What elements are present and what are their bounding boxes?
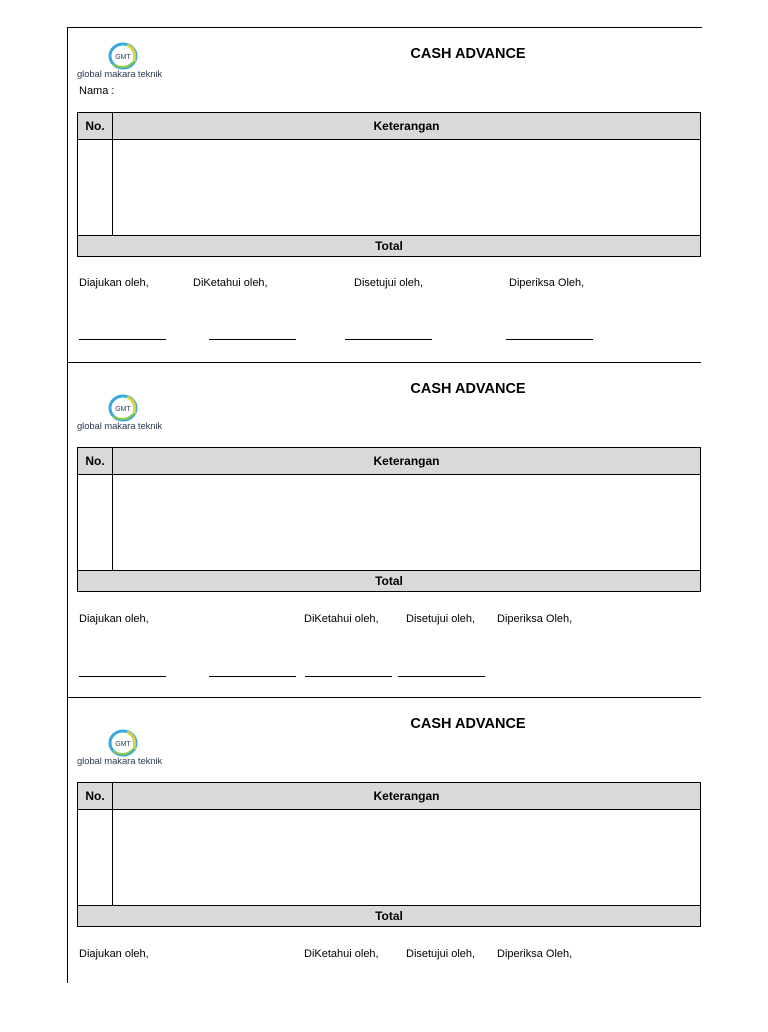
signature-label-diperiksa: Diperiksa Oleh,: [509, 277, 585, 289]
company-logo: [77, 40, 173, 84]
form-title: CASH ADVANCE: [410, 716, 526, 732]
column-header-no: No.: [78, 113, 113, 140]
company-name: global makara teknik: [77, 421, 163, 432]
signature-label-diketahui: DiKetahui oleh,: [193, 277, 268, 289]
signature-label-diketahui: DiKetahui oleh,: [304, 613, 379, 625]
advance-table: [77, 447, 701, 592]
total-row: Total: [78, 570, 700, 591]
keterangan-cell[interactable]: [113, 810, 700, 905]
nama-label: Nama :: [79, 85, 115, 97]
gmt-logo-icon: [103, 40, 147, 70]
signature-label-diperiksa: Diperiksa Oleh,: [497, 948, 573, 960]
no-cell[interactable]: [78, 810, 113, 905]
advance-table: [77, 782, 701, 927]
no-cell[interactable]: [78, 475, 113, 570]
keterangan-cell[interactable]: [113, 140, 700, 235]
advance-table: [77, 112, 701, 257]
signature-label-disetujui: Disetujui oleh,: [406, 613, 476, 625]
column-header-no: No.: [78, 783, 113, 810]
signature-line[interactable]: [305, 676, 392, 677]
company-logo: [77, 392, 173, 436]
column-header-keterangan: Keterangan: [113, 448, 700, 475]
total-row: Total: [78, 235, 700, 256]
signature-line[interactable]: [79, 339, 166, 340]
signature-label-disetujui: Disetujui oleh,: [406, 948, 476, 960]
signature-line[interactable]: [398, 676, 485, 677]
svg-text:GMT: GMT: [115, 741, 131, 748]
signature-line[interactable]: [506, 339, 593, 340]
cash-advance-form-2: [68, 362, 701, 697]
company-name: global makara teknik: [77, 69, 163, 80]
column-header-no: No.: [78, 448, 113, 475]
signature-label-diajukan: Diajukan oleh,: [79, 948, 149, 960]
cash-advance-form-1: [68, 27, 701, 362]
form-title: CASH ADVANCE: [410, 381, 526, 397]
signature-label-disetujui: Disetujui oleh,: [354, 277, 424, 289]
keterangan-cell[interactable]: [113, 475, 700, 570]
column-header-keterangan: Keterangan: [113, 113, 700, 140]
gmt-logo-icon: [103, 727, 147, 757]
signature-line[interactable]: [79, 676, 166, 677]
signature-line[interactable]: [345, 339, 432, 340]
no-cell[interactable]: [78, 140, 113, 235]
signature-label-diajukan: Diajukan oleh,: [79, 277, 149, 289]
signature-label-diajukan: Diajukan oleh,: [79, 613, 149, 625]
svg-text:GMT: GMT: [115, 54, 131, 61]
gmt-logo-icon: [103, 392, 147, 422]
company-name: global makara teknik: [77, 756, 163, 767]
cash-advance-form-3: [68, 697, 701, 1032]
svg-text:GMT: GMT: [115, 406, 131, 413]
signature-label-diketahui: DiKetahui oleh,: [304, 948, 379, 960]
total-row: Total: [78, 905, 700, 926]
signature-line[interactable]: [209, 339, 296, 340]
column-header-keterangan: Keterangan: [113, 783, 700, 810]
form-title: CASH ADVANCE: [410, 46, 526, 62]
signature-label-diperiksa: Diperiksa Oleh,: [497, 613, 573, 625]
signature-line[interactable]: [209, 676, 296, 677]
company-logo: [77, 727, 173, 771]
